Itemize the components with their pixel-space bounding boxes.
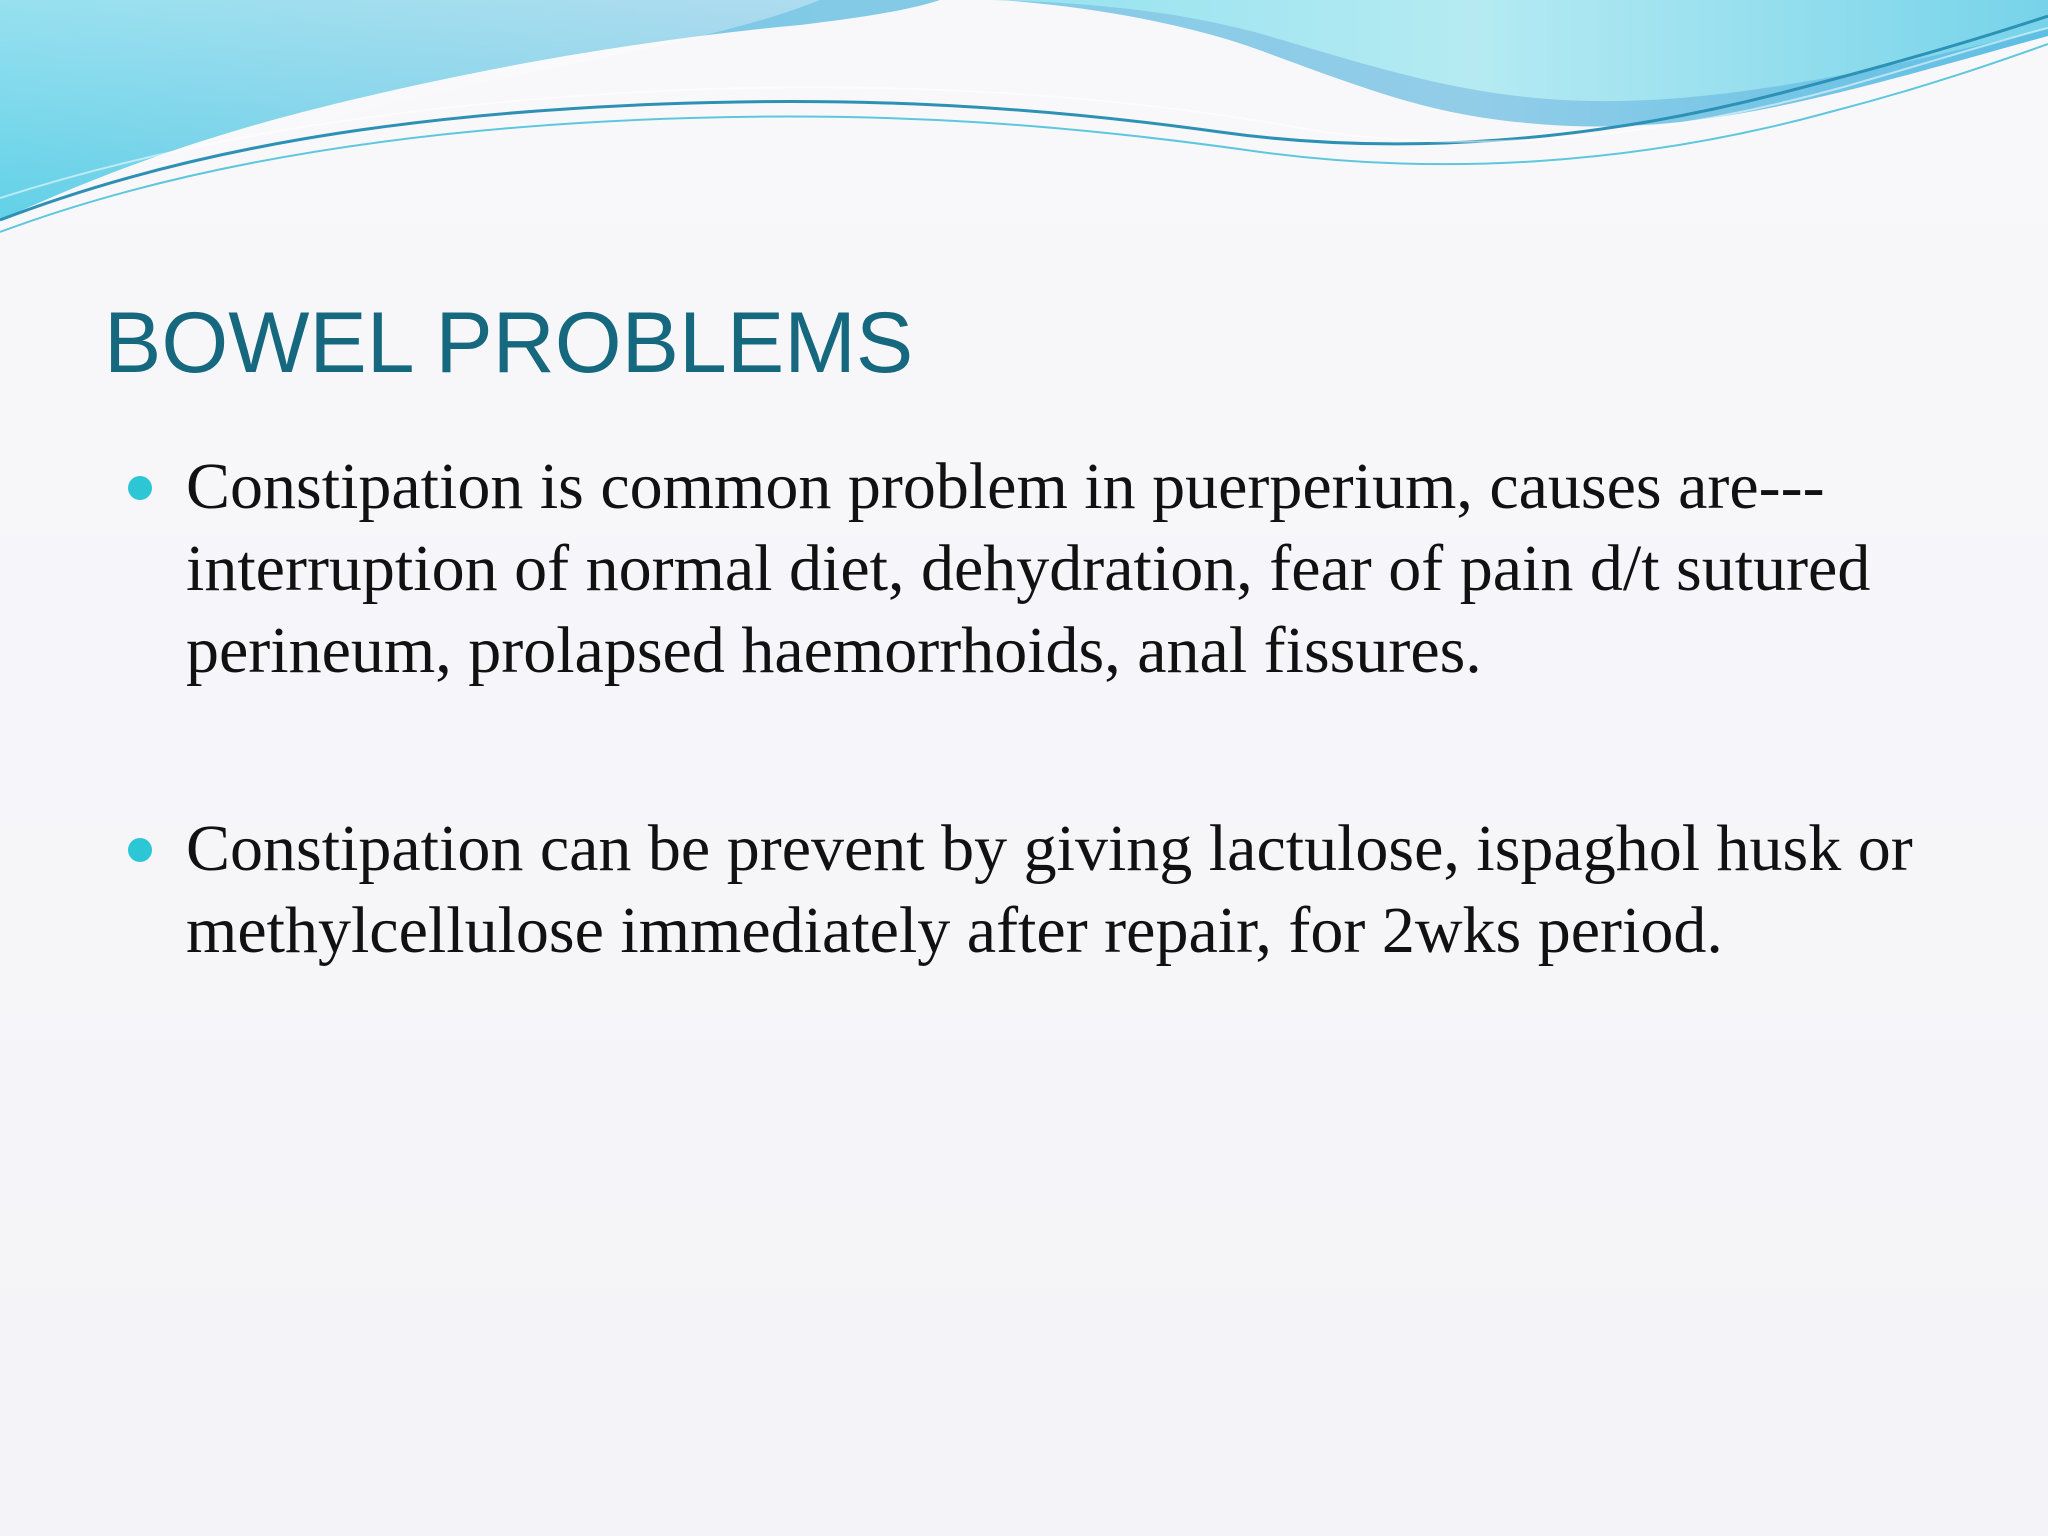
slide-title: BOWEL PROBLEMS [104, 295, 914, 391]
bullet-text: Constipation is common problem in puerperium, causes are---interruption of normal diet, dehydration, fear of pain d/t sutured perineum, prolapsed haemorrhoids, anal fissures. [186, 450, 1871, 687]
bullet-list [126, 446, 1926, 972]
bullet-text: Constipation can be prevent by giving lactulose, ispaghol husk or methylcellulose immediately after repair, for 2wks period. [186, 812, 1913, 967]
bullet-item [126, 446, 1926, 692]
wave-highlight [900, 0, 2048, 101]
header-wave-decoration [0, 0, 2048, 260]
bullet-item [126, 808, 1926, 972]
bullet-icon [128, 476, 152, 500]
wave-soft-overlay [0, 0, 820, 230]
bullet-icon [128, 838, 152, 862]
